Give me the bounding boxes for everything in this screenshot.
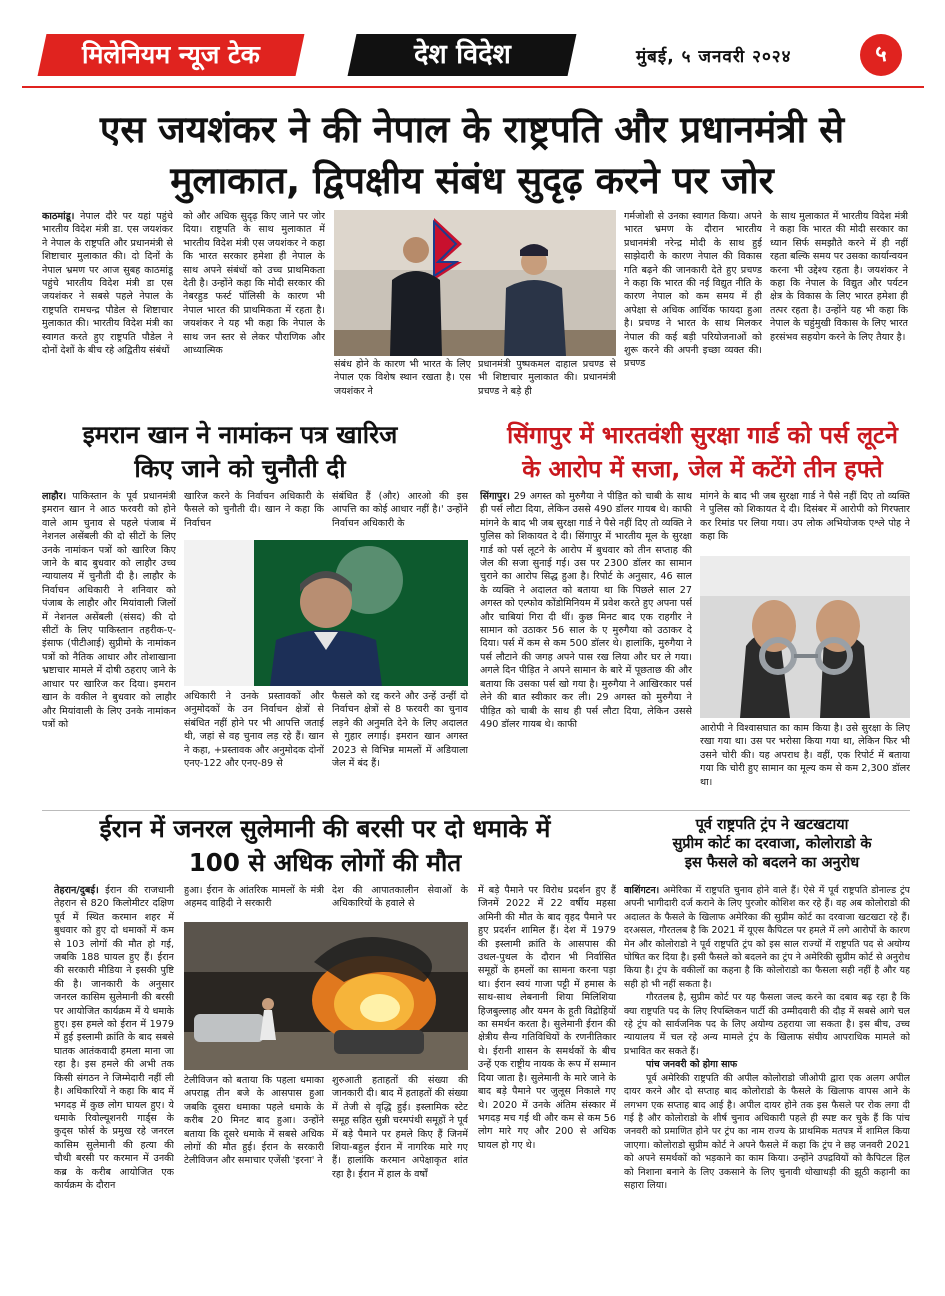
imran-col2-bottom: अधिकारी ने उनके प्रस्तावकों और अनुमोदकों के उन निर्वाचन क्षेत्रों से संबंधित नहीं होने पर भी आपत्ति जताई थी, जहां से वह चुनाव लड़ रहे हैं। खान ने कहा, +प्रस्तावक और अनुमोदक दोनों एनए-122 और एनए-89 से [184,691,324,770]
section-name: देश विदेश [413,39,511,70]
singapore-col1: सिंगापुर। 29 अगस्त को मुरुगैया ने पीड़ित को चाबी के साथ ही पर्स लौटा दिया, लेकिन उससे 490 डॉलर गायब थे। काफी मांगने के बाद भी जब सुरक्षा गार्ड ने पैसे नहीं दिए तो व्यक्ति ने पुलिस को शिकायत दे दी। सिंगापुर में भारतीय मूल के सुरक्षा गार्ड को पर्स लूटने के आरोप में बुधवार को तीन सप्ताह की जेल की सजा सुनाई गई। उस पर 2300 डॉलर का सामान चुराने का आरोप सिद्ध हुआ है। रिपोर्ट के अनुसार, 46 साल के व्यक्ति ने अदालत को बताया था कि पिछले साल 27 अगस्त को एल्फोव कोंडोमिनियम में प्रवेश करते हुए अपना पर्स और चाबियां गिरा दी थीं। कुछ मिनट बाद एक राहगीर ने सामान को उठाकर 56 साल के ए मुरुगैया को उठाकर दे दिया। पर्स में कम से कम 500 डॉलर थे। हालांकि, मुरुगैया ने पर्स लौटाने की जगह अपने पास रख लिया और घर ले गया। अगले दिन पीड़ित ने अपने सामान के बारे में पूछताछ की और बताया कि उसका पर्स खो गया है। मुरुगैया ने आखिरकार पर्स लेने की बात स्वीकार कर ली। 29 अगस्त को मुरुगैया ने पीड़ित को चाबी के साथ ही पर्स लौटा दिया, लेकिन उससे 490 डॉलर गायब थे। काफी [480,491,692,730]
singapore-headline: सिंगापुर में भारतवंशी सुरक्षा गार्ड को पर्स लूटने के आरोप में सजा, जेल में कटेंगे तीन हफ्ते [507,421,898,483]
jaishankar-col3: संबंध होने के कारण भी भारत के लिए नेपाल एक विशेष स्थान रखता है। एस जयशंकर ने [334,359,471,397]
dateline: वाशिंगटन। [624,885,660,896]
explosion-photo [184,922,468,1070]
imran-col2-top: खारिज करने के निर्वाचन अधिकारी के फैसले को चुनौती दी। खान ने कहा कि निर्वाचन [184,491,324,529]
kerman-explosion-image [184,922,468,1070]
imran-col3-bottom: फैसले को रद्द करने और उन्हें उन्हीं दो निर्वाचन क्षेत्रों से 8 फरवरी का चुनाव लड़ने की अनुमति देने के लिए अदालत से गुहार लगाई। इमरान खान अगस्त 2023 से विभिन्न मामलों में अडियाला जेल में बंद हैं। [332,691,468,770]
iran-col1: तेहरान/दुबई। ईरान की राजधानी तेहरान से 820 किलोमीटर दक्षिण पूर्व में स्थित करमान शहर में बुधवार को हुए दो धमाकों में कम से 103 लोगों की मौत हो गई, जबकि 188 घायल हुए हैं। ईरान की सरकारी मीडिया ने इसकी पुष्टि की है। जानकारी के अनुसार जनरल कासिम सुलेमानी की बरसी पर आयोजित कार्यक्रम में ये धमाके हुए। इस हमले को ईरान में 1979 में हुई इस्लामी क्रांति के बाद सबसे घातक आतंकवादी हमला माना जा रहा है। इस हमले की अभी तक किसी संगठन ने जिम्मेदारी नहीं ली है। अधिकारियों ने कहा कि बाद में भगदड़ में कुछ लोग घायल हुए। ये धमाके रिवोल्यूशनरी गार्ड्स के कुद्स फोर्स के प्रमुख रहे जनरल कासिम सुलेमानी की हत्या की चौथी बरसी पर करमान में उनकी कब्र के करीब आयोजित एक कार्यक्रम के दौरान [54,885,174,1191]
iran-col4: में बड़े पैमाने पर विरोध प्रदर्शन हुए हैं जिनमें 2022 में 22 वर्षीय महसा अमिनी की मौत के बाद वृहद पैमाने पर हुए प्रदर्शन शामिल हैं। देश में 1979 की इस्लामी क्रांति के आसपास की उथल-पुथल के दौरान भी निर्वासित समूहों के हमलों का सामना करना पड़ा था। ईरान स्वयं गाजा पट्टी में हमास के साथ-साथ लेबनानी शिया मिलिशिया हिजबुल्लाह और यमन के हूती विद्रोहियों का समर्थन करता है। सुलेमानी ईरान की क्षेत्रीय सैन्य गतिविधियों के रणनीतिकार थे। ईरानी शासन के समर्थकों के बीच उन्हें एक राष्ट्रीय नायक के रूप में सम्मान दिया जाता है। सुलेमानी के मारे जाने के बाद बड़े पैमाने पर जुलूस निकाले गए थे। 2020 में उनके अंतिम संस्कार में भगदड़ मच गई थी और कम से कम 56 लोग मारे गए और 200 से अधिक घायल हो गए थे। [478,885,616,1151]
singapore-col2-bottom: आरोपी ने विश्वासघात का काम किया है। उसे सुरक्षा के लिए रखा गया था। उस पर भरोसा किया गया था, लेकिन फिर भी उसने चोरी की। यह अपराध है। वहीं, एक रिपोर्ट में बताया गया कि चोरी हुए सामान का मूल्य कम से कम 2,300 डॉलर था। [700,723,910,788]
dateline: लाहौर। [42,491,67,502]
jaishankar-photo [334,210,616,356]
masthead-rule [22,86,924,88]
iran-col3-bottom: शुरुआती हताहतों की संख्या की जानकारी दी। बाद में हताहतों की संख्या में तेजी से वृद्धि हुई। इस्लामिक स्टेट समूह सहित सुन्नी चरमपंथी समूहों ने पूर्व में बड़े पैमाने पर हमले किए हैं जिनमें शिया-बहुल ईरान में नागरिक मारे गए हैं। हालांकि करमान अपेक्षाकृत शांत रहा है। ईरान में हाल के वर्षों [332,1075,468,1180]
imran-khan-image [184,540,468,686]
trump-subhead: पांच जनवरी को होगा साफ [646,1059,738,1071]
trump-para3: पूर्व अमेरिकी राष्ट्रपति की अपील कोलोराडो जीओपी द्वारा एक अलग अपील दायर करने और दो सप्ताह बाद कोलोराडो के फैसले के खिलाफ वापस आने के लगभग एक सप्ताह बाद आई है। अपील दायर होने तक इस फैसले पर रोक लगा दी गई है और कोलोराडो के शीर्ष चुनाव अधिकारी पहले ही स्पष्ट कर चुके हैं कि पांच जनवरी को प्रमाणित होने पर ट्रंप का नाम राज्य के प्राथमिक मतपत्र में शामिल किया जाएगा। कोलोराडो सुप्रीम कोर्ट ने अपने फैसले में कहा कि ट्रंप ने छह जनवरी 2021 को अपने समर्थकों को भड़काने का काम किया। उन्होंने उपद्रवियों को कैपिटल हिल को निशाना बनाने के लिए उकसाने के लिए चुनावी धोखाधड़ी की झूठी कहानी का सहारा लिया। [624,1072,910,1191]
imran-photo [184,540,468,686]
jaishankar-col2: को और अधिक सुदृढ़ किए जाने पर जोर दिया। राष्ट्रपति के साथ मुलाकात में भारतीय विदेश मंत्री एस जयशंकर ने कहा कि भारत सरकार हमेशा ही नेपाल के साथ अपने संबंधों को उच्च प्राथमिकता देती है। उन्होंने कहा कि मोदी सरकार की नेबरहुड फर्स्ट पॉलिसी के कारण भी नेपाल भारत की प्राथमिकता में रहता है। जयशंकर ने यह भी कहा कि नेपाल के साथ जन स्तर से लेकर पौराणिक और आध्यात्मिक [183,211,325,357]
imran-col1: लाहौर। पाकिस्तान के पूर्व प्रधानमंत्री इमरान खान ने आठ फरवरी को होने वाले आम चुनाव से पहले पंजाब में नेशनल असेंबली की दो सीटों के लिए उनके नामांकन पत्रों को खारिज किए जाने के बाद बुधवार को लाहौर उच्च न्यायालय में चुनौती दी है। लाहौर के निर्वाचन अधिकारी ने शनिवार को पंजाब के लाहौर और मियांवाली जिलों में नेशनल असेंबली (संसद) की दो सीटों के लिए पाकिस्तान तहरीक-ए-इंसाफ (पीटीआई) सुप्रीमो के नामांकन पत्रों को नैतिक आधार और तोशाखाना भ्रष्टाचार मामले में दोषी ठहराए जाने के आधार पर खारिज कर दिया। इमरान खान के वकील ने बुधवार को लाहौर और मियांवाली के लिए उनके नामांकन पत्रों को [42,491,176,730]
trump-story-body: वाशिंगटन। अमेरिका में राष्ट्रपति चुनाव होने वाले हैं। ऐसे में पूर्व राष्ट्रपति डोनाल्ड ट्रंप अपनी भागीदारी दर्ज कराने के लिए पुरजोर कोशिश कर रहे हैं। वह अब कोलोराडो की अदालत के फैसले के खिलाफ अमेरिका की सुप्रीम कोर्ट का दरवाजा खटखटा रहे हैं। दरअसल, गौरतलब है कि 2021 में यूएस कैपिटल पर हमले में लगे आरोपों के कारण मेन और कोलोराडो ने पूर्व राष्ट्रपति ट्रंप को इस साल राज्यों में राष्ट्रपति पद से अयोग्य घोषित कर दिया है। इसी फैसले को बदलने का ट्रंप ने अमेरिकी सुप्रीम कोर्ट से अनुरोध किया है। ट्रंप के वकीलों का कहना है कि कोलोराडो का फैसला सही नहीं है और यह सही हो भी नहीं सकता है। गौरतलब है, सुप्रीम कोर्ट पर यह फैसला जल्द करने का दबाव बढ़ रहा है कि क्या राष्ट्रपति पद के लिए रिपब्लिकन पार्टी की उम्मीदवारी की दौड़ में सबसे आगे चल रहे ट्रंप को सार्वजनिक पद के लिए अयोग्य ठहराया जा सकता है। इस बीच, उच्च न्यायालय में चल रहे अन्य मामले ट्रंप के खिलाफ संघीय आपराधिक मामले को प्रभावित कर सकते हैं। पांच जनवरी को होगा साफ पूर्व अमेरिकी राष्ट्रपति की अपील कोलोराडो जीओपी द्वारा एक अलग अपील दायर करने और दो सप्ताह बाद कोलोराडो के फैसले के खिलाफ वापस आने के लगभग एक सप्ताह बाद आई है। अपील दायर होने तक इस फैसले पर रोक लगा दी गई है और कोलोराडो के शीर्ष चुनाव अधिकारी पहले ही स्पष्ट कर चुके हैं कि पांच जनवरी को प्रमाणित होने पर ट्रंप का नाम राज्य के प्राथमिक मतपत्र में शामिल किया जाएगा। कोलोराडो सुप्रीम कोर्ट ने अपने फैसले में कहा कि ट्रंप ने छह जनवरी 2021 को अपने समर्थकों को भड़काने का काम किया। उन्होंने उपद्रवियों को कैपिटल हिल को निशाना बनाने के लिए उकसाने के लिए चुनावी धोखाधड़ी की झूठी कहानी का सहारा लिया। [624,885,910,1191]
iran-col3-top: देश की आपातकालीन सेवाओं के अधिकारियों के हवाले से [332,885,468,910]
handcuffs-image [700,556,910,718]
handcuffs-photo [700,556,910,718]
jaishankar-col6: के साथ मुलाकात में भारतीय विदेश मंत्री ने कहा कि भारत की मोदी सरकार का ध्यान सिर्फ समझौते करने में ही नहीं रहता बल्कि समय पर उसका कार्यान्वयन करना भी उद्देश्य रहता है। जयशंकर ने कहा कि नेपाल के विद्युत और पर्यटन क्षेत्र के विकास के लिए भारत हमेशा ही तत्पर रहता है। उन्होंने यह भी कहा कि नेपाल के चहुंमुखी विकास के लिए भारत हरसंभव सहयोग करने के लिए तैयार है। [770,211,908,343]
iran-col2-bottom: टेलीविजन को बताया कि पहला धमाका अपराह्न तीन बजे के आसपास हुआ जबकि दूसरा धमाका पहले धमाके के करीब 20 मिनट बाद हुआ। उन्होंने बताया कि दूसरे धमाके में सबसे अधिक लोगों की मौत हुई। ईरान के सरकारी टेलीविजन और समाचार एजेंसी 'इरना' ने [184,1075,324,1167]
dateline: तेहरान/दुबई। [54,885,99,896]
section-banner [348,34,577,76]
imran-headline: इमरान खान ने नामांकन पत्र खारिज किए जाने को चुनौती दी [82,420,398,483]
jaishankar-col1: काठमांडू। नेपाल दौरे पर यहां पहुंचे भारतीय विदेश मंत्री डा. एस जयशंकर ने नेपाल के राष्ट्रपति और प्रधानमंत्री से शिष्टाचार मुलाकात की। दो दिनों के नेपाल भ्रमण पर आज सुबह काठमांडू पहुंचे भारतीय विदेश मंत्री डा एस जयशंकर ने सबसे पहले नेपाल के राष्ट्रपति रामचन्द्र पौडेल से शिष्टाचार मुलाकात की। भारतीय विदेश मंत्री का स्वागत करते हुए राष्ट्रपति पौडेल ने दोनों देशों के बीच रहे अद्वितीय संबंधों [42,211,173,357]
page-number: ५ [860,34,902,76]
jaishankar-headline: एस जयशंकर ने की नेपाल के राष्ट्रपति और प्रधानमंत्री से मुलाकात, द्विपक्षीय संबंध सुदृढ़ करने पर जोर [99,108,845,202]
trump-para2: गौरतलब है, सुप्रीम कोर्ट पर यह फैसला जल्द करने का दबाव बढ़ रहा है कि क्या राष्ट्रपति पद के लिए रिपब्लिकन पार्टी की उम्मीदवारी की दौड़ में सबसे आगे चल रहे ट्रंप को सार्वजनिक पद के लिए अयोग्य ठहराया जा सकता है। इस बीच, उच्च न्यायालय में चल रहे अन्य मामले ट्रंप के खिलाफ संघीय आपराधिक मामले को प्रभावित कर सकते हैं। [624,992,910,1057]
jaishankar-col4: प्रधानमंत्री पुष्पकमल दाहाल प्रचण्ड से भी शिष्टाचार मुलाकात की। प्रधानमंत्री प्रचण्ड ने बड़े ही [478,359,616,397]
trump-headline: पूर्व राष्ट्रपति ट्रंप ने खटखटाया सुप्रीम कोर्ट का दरवाजा, कोलोराडो के इस फैसले को बदलने का अनुरोध [672,817,872,871]
iran-col2-top: हुआ। ईरान के आंतरिक मामलों के मंत्री अहमद वाहिदी ने सरकारी [184,885,324,910]
dateline: काठमांडू। [42,211,75,222]
section-divider [42,810,910,811]
iran-headline: ईरान में जनरल सुलेमानी की बरसी पर दो धमाके में 100 से अधिक लोगों की मौत [99,814,551,877]
dateline: सिंगापुर। [480,491,510,502]
brand-name: मिलेनियम न्यूज टेक [82,40,260,69]
imran-col3-top: संबंधित हैं (और) आरओ की इस आपत्ति का कोई आधार नहीं है।' उन्होंने निर्वाचन अधिकारी के [332,491,468,529]
singapore-col2-top: मांगने के बाद भी जब सुरक्षा गार्ड ने पैसे नहीं दिए तो व्यक्ति ने पुलिस को शिकायत दे दी। दिसंबर में आरोपी को गिरफ्तार कर रिमांड पर लिया गया। उप लोक अभियोजक एश्ले पोह ने कहा कि [700,491,910,543]
jaishankar-meeting-image [334,210,616,356]
brand-banner [38,34,305,76]
issue-date: मुंबई, ५ जनवरी २०२४ [636,47,792,67]
jaishankar-col5: गर्मजोशी से उनका स्वागत किया। अपने भारत भ्रमण के दौरान भारतीय प्रधानमंत्री नरेन्द्र मोदी के साथ हुई साझेदारी के कारण नेपाल की विकास गति बढ़ने की जानकारी देते हुए प्रचण्ड ने कहा कि भारत की नई विद्युत नीति के कारण नेपाल को कम समय में ही अपेक्षा से अधिक आर्थिक फायदा हुआ है। प्रचण्ड ने भारत के साथ मिलकर नेपाल की कई बड़ी परियोजनाओं को शुरू करने की अपनी इच्छा व्यक्त की। प्रचण्ड [624,211,762,370]
